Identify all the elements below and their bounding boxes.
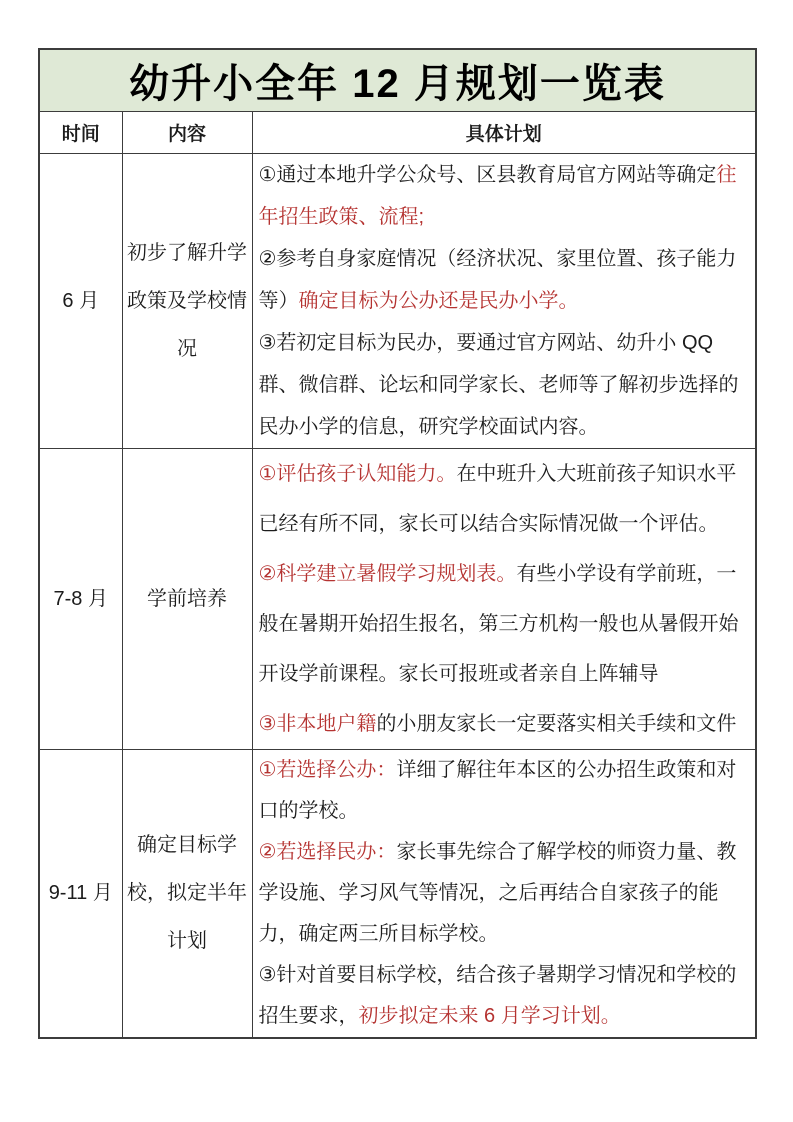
highlight-text: ①若选择公办：	[258, 758, 397, 781]
plan-item	[259, 699, 750, 749]
plan-cell	[252, 749, 756, 1038]
highlight-text: 初步拟定未来 6 月学习计划。	[358, 1004, 621, 1027]
table-row	[39, 153, 756, 448]
table-body	[39, 153, 756, 1038]
table-row	[39, 749, 756, 1038]
plan-item	[259, 238, 750, 322]
content-cell: 学前培养	[122, 448, 252, 749]
time-cell: 9-11 月	[39, 749, 122, 1038]
highlight-text: ②科学建立暑假学习规划表。	[258, 562, 517, 585]
column-header-content: 内容	[122, 111, 252, 153]
plan-table	[38, 48, 757, 1039]
plan-item	[259, 549, 750, 699]
time-cell: 7-8 月	[39, 448, 122, 749]
plan-item	[259, 955, 750, 1037]
plan-text: 在中班升入大班前孩子知识水平已经有所不同，家长可以结合实际情况做一个评估。	[258, 462, 737, 535]
time-cell: 6 月	[39, 153, 122, 448]
title-row	[39, 49, 756, 111]
plan-text: ③若初定目标为民办，要通过官方网站、幼升小 QQ 群、微信群、论坛和同学家长、老师等了解初步选择的民办小学的信息，研究学校面试内容。	[258, 331, 739, 438]
plan-item	[259, 832, 750, 955]
highlight-text: 往年招生政策、流程;	[258, 163, 737, 228]
plan-item	[259, 322, 750, 448]
plan-item	[259, 449, 750, 549]
plan-cell	[252, 153, 756, 448]
plan-item	[259, 750, 750, 832]
plan-text: ②参考自身家庭情况（经济状况、家里位置、孩子能力等）	[258, 247, 737, 312]
plan-text: ③针对首要目标学校，结合孩子暑期学习情况和学校的招生要求，	[258, 963, 737, 1027]
column-header-time: 时间	[39, 111, 122, 153]
highlight-text: ①评估孩子认知能力。	[258, 462, 457, 485]
highlight-text: 确定目标为公办还是民办小学。	[298, 289, 579, 312]
page-title: 幼升小全年 12 月规划一览表	[39, 49, 756, 111]
content-cell: 确定目标学校，拟定半年计划	[122, 749, 252, 1038]
column-header-plan: 具体计划	[252, 111, 756, 153]
plan-cell	[252, 448, 756, 749]
content-cell: 初步了解升学政策及学校情况	[122, 153, 252, 448]
table-row	[39, 448, 756, 749]
header-row	[39, 111, 756, 153]
highlight-text: ②若选择民办：	[258, 840, 397, 863]
plan-item	[259, 154, 750, 238]
plan-text: 的小朋友家长一定要落实相关手续和文件	[376, 712, 737, 735]
plan-text: ①通过本地升学公众号、区县教育局官方网站等确定	[258, 163, 717, 186]
plan-text: 家长事先综合了解学校的师资力量、教学设施、学习风气等情况，之后再结合自家孩子的能力，确定两三所目标学校。	[258, 840, 737, 945]
plan-text: 有些小学设有学前班，一般在暑期开始招生报名，第三方机构一般也从暑假开始开设学前课程。家长可报班或者亲自上阵辅导	[258, 562, 739, 685]
plan-text: 详细了解往年本区的公办招生政策和对口的学校。	[258, 758, 737, 822]
highlight-text: ③非本地户籍	[258, 712, 377, 735]
